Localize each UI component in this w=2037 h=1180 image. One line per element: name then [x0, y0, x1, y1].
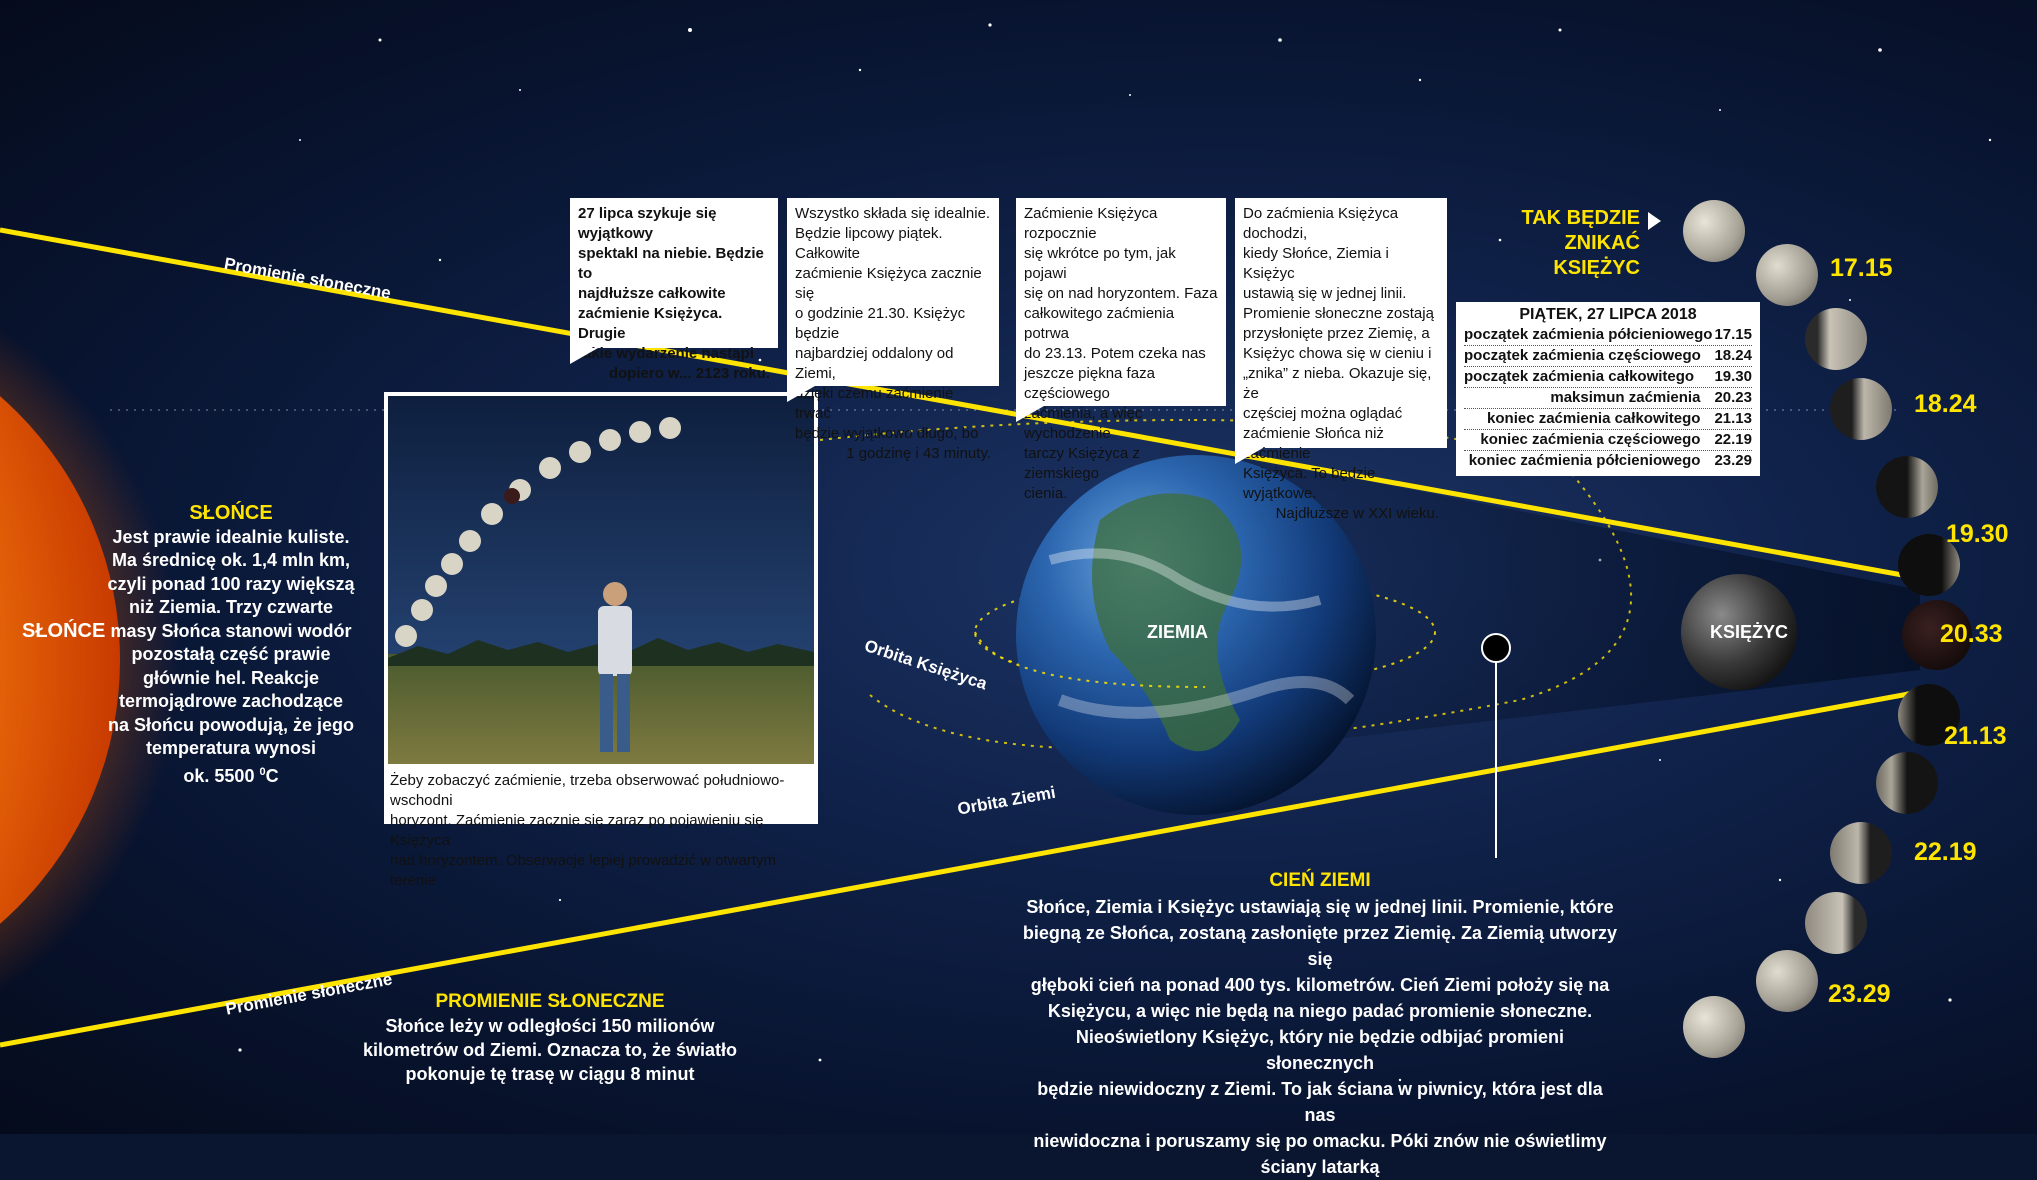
info-box-line: zaćmienie Księżyca zacznie się [795, 265, 982, 302]
info-box-line: przysłonięte przez Ziemię, a [1243, 325, 1430, 342]
sun-description-line: temperatura wynosi [145, 738, 317, 758]
schedule-event: koniec zaćmienia całkowitego [1487, 410, 1701, 427]
moon-phase-2219 [1830, 822, 1892, 884]
info-box-line: się wkrótce po tym, jak pojawi [1024, 245, 1176, 282]
info-box-line: częściej można oglądać [1243, 405, 1403, 422]
shadow-description-line: będzie niewidoczny z Ziemi. To jak ściana w piwnicy, która jest dla nas [1037, 1079, 1603, 1125]
moon-phase-end-full [1683, 996, 1745, 1058]
moon-phase-1824 [1830, 378, 1892, 440]
shadow-description [1020, 868, 1620, 1180]
rays-description-line: pokonuje tę trasę w ciągu 8 minut [405, 1064, 695, 1084]
shadow-heading: CIEŃ ZIEMI [1269, 870, 1371, 891]
earth-orbit-label: Orbita Ziemi [956, 782, 1057, 819]
schedule-row [1464, 346, 1752, 367]
moon-phase-full [1683, 200, 1745, 262]
info-box-line: spektakl na niebie. Będzie to [578, 245, 764, 282]
degree-symbol: 0 [259, 765, 266, 778]
info-box-line: najbardziej oddalony od Ziemi, [795, 345, 954, 382]
info-box-1 [570, 198, 778, 382]
shadow-description-line: Nieoświetlony Księżyc, który nie będzie odbijać promieni słonecznych [1075, 1027, 1565, 1073]
info-box-line: Zaćmienie Księżyca rozpocznie [1024, 205, 1158, 242]
info-box-line: będzie wyjątkowo długo, bo [795, 425, 979, 442]
lower-ray-label: Promienie słoneczne [224, 969, 394, 1019]
sun-description-line: na Słońcu powodują, że jego [107, 714, 354, 735]
sun-temperature-value: ok. 5500 [183, 765, 260, 786]
earth-label: ZIEMIA [1147, 622, 1208, 642]
info-box-line: cienia. [1024, 485, 1068, 502]
shadow-description-line: głęboki cień na ponad 400 tys. kilometrów. Cień Ziemi położy się na [1030, 975, 1610, 995]
sun-temperature-unit: C [265, 765, 279, 786]
info-box-line: całkowitego zaćmienia potrwa [1024, 305, 1175, 342]
info-box-line: jeszcze piękna faza częściowego [1024, 365, 1155, 402]
photo-landscape-image [388, 396, 814, 764]
schedule-event: początek zaćmienia półcieniowego [1464, 326, 1713, 343]
sun-description-line: niż Ziemia. Trzy czwarte [128, 597, 334, 617]
info-box-line: kiedy Słońce, Ziemia i Księżyc [1243, 245, 1389, 282]
info-box-line: do 23.13. Potem czeka nas [1024, 345, 1206, 362]
info-box-line: tarczy Księżyca z ziemskiego [1024, 445, 1140, 482]
schedule-row [1464, 451, 1752, 471]
moon-phase-early-partial [1805, 308, 1867, 370]
schedule-row [1464, 325, 1752, 346]
sun-description-line: pozostałą część prawie [131, 644, 331, 664]
rays-heading: PROMIENIE SŁONECZNE [435, 991, 665, 1012]
phases-heading-line: ZNIKAĆ KSIĘŻYC [1553, 232, 1640, 279]
info-box-line: 27 lipca szykuje się wyjątkowy [578, 205, 717, 242]
moon-phase-partial [1876, 456, 1938, 518]
info-box-line: Do zaćmienia Księżyca dochodzi, [1243, 205, 1399, 242]
info-box-4 [1235, 198, 1447, 522]
phases-heading-line: TAK BĘDZIE [1521, 207, 1640, 229]
shadow-description-line: Słońce, Ziemia i Księżyc ustawiają się w jednej linii. Promienie, które [1026, 897, 1614, 917]
moon-phase-2329 [1756, 950, 1818, 1012]
info-box-line: takie wydarzenie nastąpi [578, 345, 754, 362]
rays-description-line: kilometrów od Ziemi. Oznacza to, że światło [362, 1040, 738, 1060]
moon-phase-waning [1805, 892, 1867, 954]
info-box-line: Księżyc chowa się w cieniu i [1243, 345, 1432, 362]
sun-temperature [100, 761, 362, 789]
rays-description [360, 990, 740, 1086]
shadow-description-line: ściany latarką [1260, 1157, 1380, 1177]
schedule-time: 18.24 [1714, 347, 1752, 364]
info-box-line: zaćmienie Słońca niż zaćmienie [1243, 425, 1384, 462]
schedule-time: 23.29 [1714, 452, 1752, 469]
photo-caption-line: horyzont. Zaćmienie zacznie się zaraz po pojawieniu się Księżyca [390, 812, 764, 849]
sun-description-line: termojądrowe zachodzące [118, 691, 344, 711]
info-box-line: dopiero w... 2123 roku. [608, 365, 770, 382]
info-box-2 [787, 198, 999, 462]
sun-heading: SŁOŃCE [189, 502, 273, 524]
phases-heading [1480, 206, 1640, 281]
info-box-line: najdłuższe całkowite [578, 285, 726, 302]
rays-description-line: Słońce leży w odległości 150 milionów [385, 1016, 715, 1036]
schedule-time: 19.30 [1714, 368, 1752, 385]
info-box-line: „znika” z nieba. Okazuje się, że [1243, 365, 1432, 402]
photo-caption [388, 769, 814, 891]
sun-description-line: Ma średnicę ok. 1,4 mln km, [111, 550, 351, 570]
moon-phase-1715 [1756, 244, 1818, 306]
sun-label: SŁOŃCE [22, 620, 106, 642]
info-box-3 [1016, 198, 1226, 502]
phase-time-label: 21.13 [1944, 722, 2007, 750]
schedule-event: koniec zaćmienia częściowego [1480, 431, 1701, 448]
sun-description-line: głównie hel. Reakcje [142, 667, 320, 688]
phase-time-label: 23.29 [1828, 980, 1891, 1008]
schedule-row [1464, 367, 1752, 388]
phase-time-label: 20.33 [1940, 620, 2003, 648]
schedule-time: 17.15 [1714, 326, 1752, 343]
schedule-table [1456, 302, 1760, 476]
info-box-line: 1 godzinę i 43 minuty. [846, 445, 991, 462]
schedule-event: początek zaćmienia całkowitego [1464, 368, 1695, 385]
info-box-line: Księżyca. To będzie wyjątkowe. [1243, 465, 1376, 502]
sun-description-line: masy Słońca stanowi wodór [110, 620, 352, 641]
schedule-event: maksimun zaćmienia [1550, 389, 1701, 406]
info-box-line: dzięki czemu zaćmienie trwać [795, 385, 954, 422]
phase-time-label: 22.19 [1914, 838, 1977, 866]
info-box-line: Będzie lipcowy piątek. Całkowite [795, 225, 943, 262]
shadow-pointer-circle [1482, 634, 1510, 662]
info-box-line: ustawią się w jednej linii. [1243, 285, 1407, 302]
info-box-line: Promienie słoneczne zostają [1243, 305, 1434, 322]
info-box-line: o godzinie 21.30. Księżyc będzie [795, 305, 966, 342]
schedule-row [1464, 409, 1752, 430]
schedule-time: 21.13 [1714, 410, 1752, 427]
moon-orbit-label: Orbita Księżyca [862, 636, 990, 694]
moon-phase-late-partial [1876, 752, 1938, 814]
sun-description-line: Jest prawie idealnie kuliste. [112, 526, 350, 547]
schedule-event: koniec zaćmienia półcieniowego [1468, 452, 1701, 469]
phase-time-label: 19.30 [1946, 520, 2009, 548]
schedule-time: 22.19 [1714, 431, 1752, 448]
info-box-line: Wszystko składa się idealnie. [795, 205, 991, 222]
photo-panel [384, 392, 818, 889]
info-box-line: Najdłuższe w XXI wieku. [1275, 505, 1439, 522]
moon-label: KSIĘŻYC [1710, 622, 1789, 642]
shadow-description-line: Księżycu, a więc nie będą na niego padać promienie słoneczne. [1047, 1001, 1593, 1021]
play-triangle-icon [1648, 212, 1661, 230]
shadow-description-line: biegną ze Słońca, zostaną zasłonięte przez Ziemię. Za Ziemią utworzy się [1022, 923, 1618, 969]
schedule-event: początek zaćmienia częściowego [1464, 347, 1701, 364]
info-box-line: zaćmienia, a więc wychodzenie [1024, 405, 1143, 442]
info-box-line: zaćmienie Księżyca. Drugie [578, 305, 723, 342]
schedule-title: PIĄTEK, 27 LIPCA 2018 [1519, 306, 1697, 323]
schedule-row [1464, 430, 1752, 451]
sun-description-line: czyli ponad 100 razy większą [107, 573, 355, 594]
schedule-time: 20.23 [1714, 389, 1752, 406]
phase-time-label: 17.15 [1830, 254, 1893, 282]
upper-ray-label: Promienie słoneczne [222, 254, 393, 303]
sun-description [100, 502, 362, 788]
schedule-row [1464, 388, 1752, 409]
photo-caption-line: Żeby zobaczyć zaćmienie, trzeba obserwować południowo-wschodni [390, 772, 785, 809]
phase-time-label: 18.24 [1914, 390, 1977, 418]
shadow-description-line: niewidoczna i poruszamy się po omacku. Póki znów nie oświetlimy [1033, 1131, 1607, 1151]
info-box-line: się on nad horyzontem. Faza [1024, 285, 1218, 302]
photo-caption-line: nad horyzontem. Obserwacje lepiej prowadzić w otwartym terenie [390, 852, 776, 889]
